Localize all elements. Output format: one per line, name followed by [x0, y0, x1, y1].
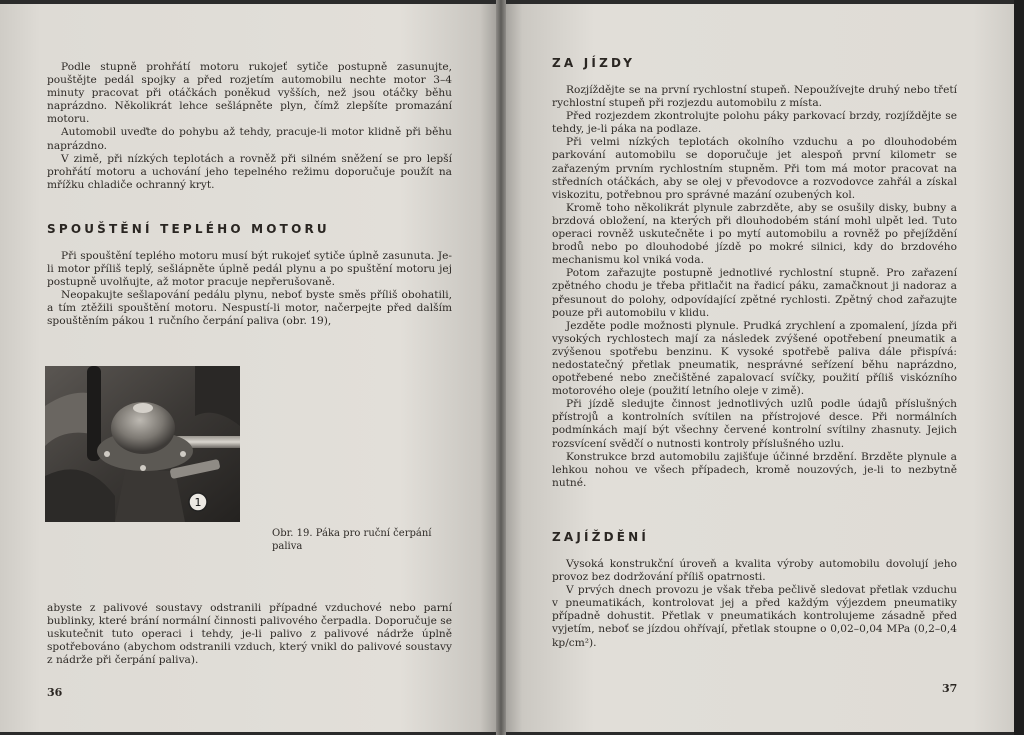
- section-heading-warm-start: SPOUŠTĚNÍ TEPLÉHO MOTORU: [47, 222, 330, 236]
- left-text-block-top: [47, 61, 452, 192]
- section-heading-driving: ZA JÍZDY: [552, 56, 636, 70]
- section-heading-running-in: ZAJÍŽDĚNÍ: [552, 530, 650, 544]
- paragraph: V prvých dnech provozu je však třeba pečlivě sledovat přetlak vzduchu v pneumatikách, kontrolovat jej a před každým výjezdem pneumatiky případně dohustit. Přetlak v pneumatikách kontrolujeme zásadně před vyjetím, neboť se jízdou ohřívají, přetlak stoupne o 0,02–0,04 MPa (0,2–0,4 kp/cm²).: [552, 584, 957, 649]
- left-page: [0, 4, 500, 732]
- paragraph: Vysoká konstrukční úroveň a kvalita výroby automobilu dovolují jeho provoz bez dodržování příliš opatrnosti.: [552, 558, 957, 584]
- paragraph: Při jízdě sledujte činnost jednotlivých uzlů podle údajů příslušných přístrojů a kontrolních svítilen na přístrojové desce. Při normálních podmínkách mají být všechny červené kontrolní svítilny zhasnuty. Jejich rozsvícení svědčí o nutnosti kontroly příslušného uzlu.: [552, 398, 957, 450]
- paragraph: Podle stupně prohřátí motoru rukojeť sytiče postupně zasunujte, pouštějte pedál spojky a před rozjetím automobilu nechte motor 3–4 minuty pracovat při otáčkách poněkud vyšších, než jsou otáčky běhu naprázdno. Několikrát lehce sešlápněte plyn, čímž zlepšíte promazání motoru.: [47, 61, 452, 126]
- left-text-block-bottom: [47, 602, 452, 667]
- paragraph: Před rozjezdem zkontrolujte polohu páky parkovací brzdy, rozjíždějte se tehdy, je-li páka na podlaze.: [552, 110, 957, 136]
- paragraph: V zimě, při nízkých teplotách a rovněž při silném sněžení se pro lepší prohřátí motoru a uchování jeho tepelného režimu doporučuje použít na mřížku chladiče ochranný kryt.: [47, 152, 452, 191]
- background-edge: [1014, 0, 1024, 735]
- right-page: [502, 4, 1014, 732]
- paragraph: abyste z palivové soustavy odstranili případné vzduchové nebo parní bublinky, které brání normální činnosti palivového čerpadla. Doporučuje se uskutečnit tuto operaci i tehdy, je-li palivo z palivové nádrže úplně spotřebováno (abychom odstranili vzduch, který vnikl do palivové soustavy z nádrže při čerpání paliva).: [47, 602, 452, 667]
- left-text-block-mid: [47, 250, 452, 329]
- paragraph: Potom zařazujte postupně jednotlivé rychlostní stupně. Pro zařazení zpětného chodu je třeba přitlačit na řadicí páku, zamačknout ji nadoraz a přesunout do polohy, odpovídající zpětné rychlosti. Zpětný chod zařazujte pouze při automobilu v klidu.: [552, 267, 957, 319]
- paragraph: Při spouštění teplého motoru musí být rukojeť sytiče úplně zasunuta. Je-li motor příliš teplý, sešlápněte úplně pedál plynu a po spuštění motoru jej postupně uvolňujte, až motor pracuje nepřerušovaně.: [47, 250, 452, 289]
- fuel-pump-illustration: [45, 366, 240, 522]
- paragraph: Jezděte podle možnosti plynule. Prudká zrychlení a zpomalení, jízda při vysokých rychlostech mají za následek zvýšené opotřebení pneumatik a zvýšenou spotřebu benzinu. K vysoké spotřebě paliva dále přispívá: nedostatečný přetlak pneumatik, nesprávné seřízení běhu naprázdno, opotřebené nebo znečištěné zapalovací svíčky, použití příliš viskózního motorového oleje (použití letního oleje v zimě).: [552, 319, 957, 398]
- figure-fuel-pump-photo: [45, 366, 240, 522]
- book-gutter: [496, 0, 506, 735]
- page-number-left: 36: [47, 686, 63, 699]
- right-text-block-running-in: [552, 558, 957, 650]
- callout-number: 1: [194, 496, 202, 509]
- paragraph: Neopakujte sešlapování pedálu plynu, neboť byste směs příliš obohatili, a tím ztěžili spouštění motoru. Nespustí-li motor, načerpejte před dalším spouštěním pákou 1 ručního čerpání paliva (obr. 19),: [47, 289, 452, 328]
- right-text-block-driving: [552, 84, 957, 490]
- paragraph: Kromě toho několikrát plynule zabrzděte, aby se osušily disky, bubny a brzdová obložení, na kterých při dlouhodobém stání mohl ulpět led. Tuto operaci rovněž uskutečněte i po mytí automobilu a rovněž po přejíždění brodů nebo po dlouhodobé jízdě po mokré silnici, kdy do brzdového mechanismu kol vniká voda.: [552, 201, 957, 267]
- paragraph: Při velmi nízkých teplotách okolního vzduchu a po dlouhodobém parkování automobilu se doporučuje jet alespoň první kilometr se zařazeným prvním rychlostním stupněm. Při tom má motor pracovat na středních otáčkách, aby se olej v převodovce a rozvodovce zahřál a získal viskozitu, potřebnou pro správné mazání ozubených kol.: [552, 136, 957, 201]
- figure-caption: Obr. 19. Páka pro ruční čerpání paliva: [272, 528, 432, 552]
- paragraph: Konstrukce brzd automobilu zajišťuje účinné brzdění. Brzděte plynule a lehkou nohou ve všech případech, kromě nouzových, je-li to nezbytně nutné.: [552, 450, 957, 489]
- paragraph: Automobil uveďte do pohybu až tehdy, pracuje-li motor klidně při běhu naprázdno.: [47, 126, 452, 152]
- page-number-right: 37: [942, 682, 958, 695]
- paragraph: Rozjíždějte se na první rychlostní stupeň. Nepoužívejte druhý nebo třetí rychlostní stupeň při rozjezdu automobilu z místa.: [552, 84, 957, 110]
